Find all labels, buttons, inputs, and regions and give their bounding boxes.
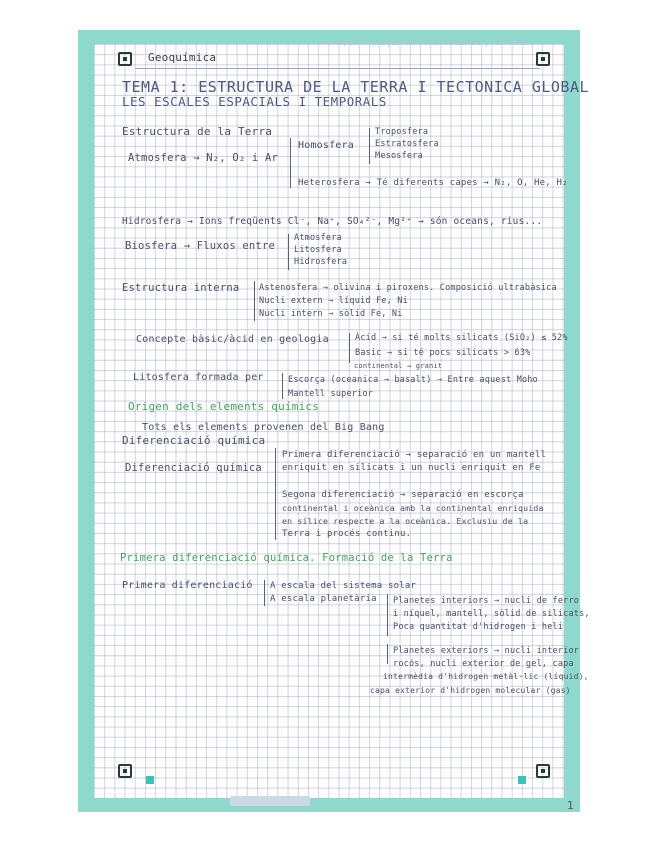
granit-note: continental → granit [354, 362, 443, 370]
atmosfera-line: Atmosfera → N₂, O₂ i Ar [128, 152, 278, 164]
primera-dif-heading: Primera diferenciació química. Formació de la Terra [120, 552, 453, 564]
homosfera-label: Homosfera [298, 140, 354, 151]
estructura-terra-heading: Estructura de la Terra [122, 125, 273, 138]
planetes-ext-line-2: rocós, nucli exterior de gel, capa [393, 659, 574, 669]
astenosfera-line: Astenosfera → olivina i piroxens. Composició ultrabàsica [259, 283, 557, 293]
estructura-interna-label: Estructura interna [122, 282, 240, 294]
biosfera-litosfera: Litosfera [294, 245, 342, 255]
biosfera-line: Biosfera → Fluxos entre [125, 240, 275, 252]
brace [254, 281, 255, 321]
brace [387, 644, 388, 664]
planetes-int-line-2: i níquel, mantell, sòlid de silicats, [393, 609, 590, 619]
segona-line-2: continental i oceànica amb la continental enriquida [282, 503, 544, 513]
planetes-ext-line-4: capa exterior d'hidrogen molecular (gas) [370, 686, 571, 695]
segona-line-4: Terra i procés continu. [282, 529, 412, 539]
escorca-line: Escorça (oceanica → basalt) → Entre aquest Moho [288, 375, 538, 385]
concepte-line: Concepte bàsic/àcid en geologia [136, 334, 329, 345]
planetes-ext-line-1: Planetes exteriors → nucli interior [393, 646, 580, 656]
subject-field: Geoquímica [148, 51, 217, 64]
estratosfera-label: Estratosfera [375, 139, 439, 149]
planetes-int-line-1: Planetes interiors → nucli de ferro [393, 596, 580, 606]
biosfera-atmosfera: Atmosfera [294, 233, 342, 243]
planetes-ext-line-3: intermèdia d'hidrogen metàl·lic (líquid), [383, 672, 589, 681]
diferenciacio-heading: Diferenciació química [122, 434, 266, 447]
escala-sistema-line: A escala del sistema solar [270, 581, 417, 591]
brace [369, 128, 370, 164]
brace [349, 333, 350, 363]
nucli-extern-line: Nucli extern → líquid Fe, Ni [259, 296, 408, 306]
escala-planetaria-line: A escala planetària [270, 594, 377, 604]
corner-square-bottom-right-icon [518, 776, 526, 784]
acid-line: Àcid → si té molts silicats (SiO₂) ≤ 52% [355, 333, 568, 343]
primera-line-2: enriquit en silicats i un nucli enriquit en Fe [282, 463, 541, 473]
mesosfera-label: Mesosfera [375, 151, 423, 161]
page-subtitle: LES ESCALES ESPACIALS I TEMPORALS [122, 94, 387, 109]
brace [387, 594, 388, 636]
nucli-intern-line: Nucli intern → sòlid Fe, Ni [259, 309, 403, 319]
big-bang-line: Tots els elements provenen del Big Bang [142, 422, 385, 433]
planetes-int-line-3: Poca quantitat d'hidrogen i heli [393, 622, 564, 632]
corner-marker-top-left-icon [118, 52, 132, 66]
page-title: TEMA 1: ESTRUCTURA DE LA TERRA I TECTONICA GLOBAL [122, 78, 590, 96]
primera-dif-label: Primera diferenciació [122, 580, 253, 591]
brace [275, 448, 276, 540]
origen-heading: Origen dels elements químics [128, 400, 320, 413]
dif-label: Diferenciació química [125, 462, 262, 474]
top-right-note: + Repasar preguntes fisicoquímica problemes [325, 38, 528, 47]
brace [290, 138, 291, 188]
biosfera-hidrosfera: Hidrosfera [294, 257, 348, 267]
troposfera-label: Troposfera [375, 127, 429, 137]
segona-line-1: Segona diferenciació → separació en escorça [282, 490, 524, 500]
heterosfera-line: Heterosfera → Té diferents capes → N₂, O, He, H₂ [298, 178, 568, 188]
corner-square-bottom-left-icon [146, 776, 154, 784]
page-number: 1 [567, 799, 574, 812]
hidrosfera-line: Hidrosfera → Ions freqüents Cl⁻, Na⁺, SO₄²⁻, Mg²⁺ → són oceans, rius... [122, 216, 543, 227]
brace [264, 580, 265, 606]
primera-line-1: Primera diferenciació → separació en un mantell [282, 450, 547, 460]
corner-marker-bottom-left-icon [118, 764, 132, 778]
corner-marker-bottom-right-icon [536, 764, 550, 778]
mantell-superior-line: Mantell superior [288, 389, 374, 399]
brace [288, 234, 289, 270]
footer-label [230, 796, 310, 806]
litosfera-line: Litosfera formada per [133, 372, 264, 383]
segona-line-3: en sílice respecte a la oceànica. Exclusiu de la [282, 516, 529, 526]
brace [282, 373, 283, 399]
basic-line: Basic → si té pocs silicats > 63% [355, 348, 531, 358]
